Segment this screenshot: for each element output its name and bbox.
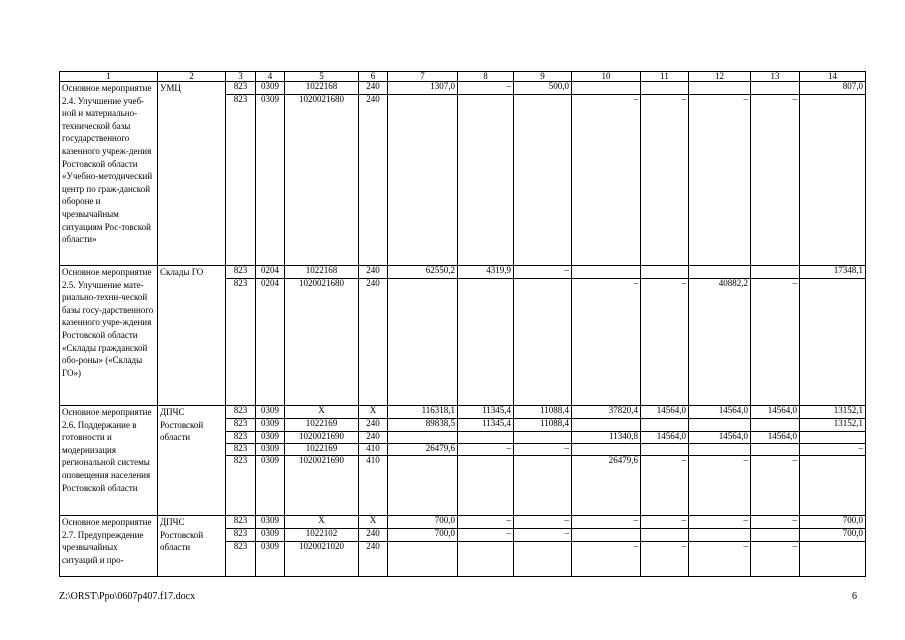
table-cell bbox=[458, 432, 514, 444]
table-cell bbox=[641, 82, 689, 95]
column-header: 9 bbox=[514, 72, 572, 82]
table-cell bbox=[800, 95, 866, 266]
table-cell bbox=[572, 419, 641, 432]
table-cell: 11340,8 bbox=[572, 432, 641, 444]
table-cell bbox=[641, 529, 689, 542]
table-cell bbox=[751, 82, 800, 95]
table-cell: 1020021690 bbox=[285, 456, 359, 516]
table-cell: – bbox=[514, 266, 572, 279]
table-cell: 823 bbox=[226, 279, 256, 406]
table-cell: – bbox=[751, 95, 800, 266]
table-cell: – bbox=[751, 516, 800, 529]
table-cell: – bbox=[751, 542, 800, 577]
table-cell bbox=[572, 266, 641, 279]
table-cell: – bbox=[458, 444, 514, 456]
table-cell: 823 bbox=[226, 406, 256, 419]
table-cell: 807,0 bbox=[800, 82, 866, 95]
table-cell: – bbox=[572, 542, 641, 577]
table-cell: 0204 bbox=[256, 266, 285, 279]
table-cell: 37820,4 bbox=[572, 406, 641, 419]
header-row bbox=[60, 72, 866, 82]
table-cell: 823 bbox=[226, 444, 256, 456]
table-cell bbox=[572, 529, 641, 542]
table-cell: 14564,0 bbox=[641, 432, 689, 444]
table-cell: – bbox=[800, 444, 866, 456]
table-cell: 823 bbox=[226, 82, 256, 95]
table-cell: 823 bbox=[226, 95, 256, 266]
table-cell: 240 bbox=[359, 82, 388, 95]
table-row bbox=[60, 82, 866, 95]
table-cell: – bbox=[641, 279, 689, 406]
table-cell: 11345,4 bbox=[458, 419, 514, 432]
table-cell: 500,0 bbox=[514, 82, 572, 95]
table-cell: 11088,4 bbox=[514, 419, 572, 432]
table-cell: 40882,2 bbox=[689, 279, 751, 406]
table-cell: 700,0 bbox=[800, 516, 866, 529]
table-cell: 26479,6 bbox=[388, 444, 458, 456]
table-cell: 700,0 bbox=[388, 516, 458, 529]
table-cell: 240 bbox=[359, 266, 388, 279]
table-cell bbox=[689, 444, 751, 456]
column-header: 12 bbox=[689, 72, 751, 82]
table-cell: Х bbox=[285, 406, 359, 419]
table-cell bbox=[388, 542, 458, 577]
table-cell bbox=[800, 542, 866, 577]
table-cell: 823 bbox=[226, 542, 256, 577]
table-cell bbox=[572, 82, 641, 95]
table-cell bbox=[641, 419, 689, 432]
table-cell bbox=[751, 266, 800, 279]
column-header: 10 bbox=[572, 72, 641, 82]
column-header: 5 bbox=[285, 72, 359, 82]
activity-description: Основное мероприятие 2.5. Улучшение мате-риально-техни-ческой базы госу-дарственного казенного учре-ждения Ростовской области «Склады гражданской обо-роны» («Склады ГО») bbox=[60, 266, 158, 406]
table-cell: 62550,2 bbox=[388, 266, 458, 279]
table-row bbox=[60, 266, 866, 279]
table-cell: 410 bbox=[359, 444, 388, 456]
table-cell: 13152,1 bbox=[800, 419, 866, 432]
column-header: 13 bbox=[751, 72, 800, 82]
table-cell: 823 bbox=[226, 456, 256, 516]
table-cell: 700,0 bbox=[388, 529, 458, 542]
table-cell: – bbox=[641, 95, 689, 266]
table-cell bbox=[388, 279, 458, 406]
column-header: 8 bbox=[458, 72, 514, 82]
table-cell: 240 bbox=[359, 432, 388, 444]
table-cell: – bbox=[689, 456, 751, 516]
table-cell bbox=[800, 456, 866, 516]
table-cell: 1020021680 bbox=[285, 279, 359, 406]
activity-description: Основное мероприятие 2.7. Предупреждение чрезвычайных ситуаций и про- bbox=[60, 516, 158, 577]
column-header: 1 bbox=[60, 72, 158, 82]
table-cell: 0309 bbox=[256, 419, 285, 432]
table-cell: Х bbox=[359, 516, 388, 529]
table-cell: 0309 bbox=[256, 456, 285, 516]
table-cell: 13152,1 bbox=[800, 406, 866, 419]
table-cell: Х bbox=[359, 406, 388, 419]
table-cell: – bbox=[458, 516, 514, 529]
table-cell: 1022169 bbox=[285, 419, 359, 432]
table-cell bbox=[388, 456, 458, 516]
column-header: 7 bbox=[388, 72, 458, 82]
table-cell: 1020021690 bbox=[285, 432, 359, 444]
table-cell bbox=[458, 95, 514, 266]
table-cell: 11088,4 bbox=[514, 406, 572, 419]
table-cell: – bbox=[751, 456, 800, 516]
table-cell: 823 bbox=[226, 266, 256, 279]
table-cell bbox=[514, 432, 572, 444]
table-cell bbox=[388, 432, 458, 444]
table-cell: – bbox=[689, 516, 751, 529]
table-cell: 1022102 bbox=[285, 529, 359, 542]
table-cell bbox=[514, 279, 572, 406]
table-cell: – bbox=[751, 279, 800, 406]
table-cell: – bbox=[572, 516, 641, 529]
table-cell bbox=[388, 95, 458, 266]
table-cell: 0204 bbox=[256, 279, 285, 406]
table-cell: 410 bbox=[359, 456, 388, 516]
table-cell: 17348,1 bbox=[800, 266, 866, 279]
table-cell: 823 bbox=[226, 432, 256, 444]
table-cell: 1022168 bbox=[285, 82, 359, 95]
table-cell bbox=[514, 542, 572, 577]
table-cell: 823 bbox=[226, 419, 256, 432]
table-cell bbox=[751, 419, 800, 432]
table-cell: – bbox=[689, 95, 751, 266]
table-cell: 0309 bbox=[256, 529, 285, 542]
column-header: 11 bbox=[641, 72, 689, 82]
table-row bbox=[60, 406, 866, 419]
table-cell bbox=[458, 279, 514, 406]
table-cell: 1022168 bbox=[285, 266, 359, 279]
table-cell: 240 bbox=[359, 419, 388, 432]
table-cell: 4319,9 bbox=[458, 266, 514, 279]
table-cell bbox=[572, 444, 641, 456]
activity-description: Основное мероприятие 2.6. Поддержание в готовности и модернизация региональной системы оповещения населения Ростовской области bbox=[60, 406, 158, 516]
table-cell bbox=[800, 432, 866, 444]
table-cell: 1020021020 bbox=[285, 542, 359, 577]
table-cell bbox=[514, 95, 572, 266]
table-cell: 0309 bbox=[256, 82, 285, 95]
table-cell bbox=[514, 456, 572, 516]
table-cell: 14564,0 bbox=[689, 406, 751, 419]
executor-cell: УМЦ bbox=[158, 82, 226, 266]
table-cell bbox=[689, 266, 751, 279]
column-header: 2 bbox=[158, 72, 226, 82]
table-cell: 0309 bbox=[256, 516, 285, 529]
table-cell bbox=[458, 542, 514, 577]
table-cell bbox=[641, 266, 689, 279]
column-header: 6 bbox=[359, 72, 388, 82]
table-cell: 700,0 bbox=[800, 529, 866, 542]
table-cell: 89838,5 bbox=[388, 419, 458, 432]
table-cell: Х bbox=[285, 516, 359, 529]
table-cell: – bbox=[641, 516, 689, 529]
column-header: 4 bbox=[256, 72, 285, 82]
table-cell: 14564,0 bbox=[641, 406, 689, 419]
executor-cell: Склады ГО bbox=[158, 266, 226, 406]
table-cell: 1022169 bbox=[285, 444, 359, 456]
table-cell: 1020021680 bbox=[285, 95, 359, 266]
table-cell: 14564,0 bbox=[751, 432, 800, 444]
table-cell bbox=[689, 529, 751, 542]
table-cell bbox=[800, 279, 866, 406]
table-cell: – bbox=[641, 456, 689, 516]
page-number: 6 bbox=[852, 591, 857, 602]
table-cell: 1307,0 bbox=[388, 82, 458, 95]
table-cell: – bbox=[458, 82, 514, 95]
table-cell: – bbox=[458, 529, 514, 542]
table-cell: 240 bbox=[359, 95, 388, 266]
table-row bbox=[60, 516, 866, 529]
table-cell: – bbox=[641, 542, 689, 577]
table-cell: – bbox=[572, 279, 641, 406]
file-path: Z:\ORST\Ppo\0607p407.f17.docx bbox=[59, 591, 196, 602]
table-cell: 0309 bbox=[256, 432, 285, 444]
table-cell: 823 bbox=[226, 529, 256, 542]
executor-cell: ДПЧС Ростовской области bbox=[158, 516, 226, 577]
table-cell: – bbox=[514, 444, 572, 456]
table-cell: 823 bbox=[226, 516, 256, 529]
table-cell: 0309 bbox=[256, 444, 285, 456]
table-cell bbox=[751, 444, 800, 456]
table-cell: 240 bbox=[359, 542, 388, 577]
table-cell: – bbox=[514, 529, 572, 542]
table-cell bbox=[458, 456, 514, 516]
table-cell bbox=[751, 529, 800, 542]
table-cell: – bbox=[514, 516, 572, 529]
activity-description: Основное мероприятие 2.4. Улучшение учеб-ной и материально-технической базы государственного казенного учреж-дения Ростовской области «Учебно-методический центр по граж-данской обороне и чрезвычайным ситуациям Рос-товской области» bbox=[60, 82, 158, 266]
table-cell: 0309 bbox=[256, 406, 285, 419]
table-cell bbox=[689, 82, 751, 95]
column-header: 3 bbox=[226, 72, 256, 82]
table-cell: 0309 bbox=[256, 542, 285, 577]
table-cell: 14564,0 bbox=[751, 406, 800, 419]
table-cell: 11345,4 bbox=[458, 406, 514, 419]
table-cell: – bbox=[689, 542, 751, 577]
table-cell bbox=[689, 419, 751, 432]
table-cell: – bbox=[572, 95, 641, 266]
column-header: 14 bbox=[800, 72, 866, 82]
table-cell: 0309 bbox=[256, 95, 285, 266]
table-cell: 116318,1 bbox=[388, 406, 458, 419]
table-cell: 240 bbox=[359, 529, 388, 542]
budget-table bbox=[59, 71, 866, 577]
table-cell: 14564,0 bbox=[689, 432, 751, 444]
table-cell bbox=[641, 444, 689, 456]
table-cell: 240 bbox=[359, 279, 388, 406]
table-cell: 26479,6 bbox=[572, 456, 641, 516]
executor-cell: ДПЧС Ростовской области bbox=[158, 406, 226, 516]
